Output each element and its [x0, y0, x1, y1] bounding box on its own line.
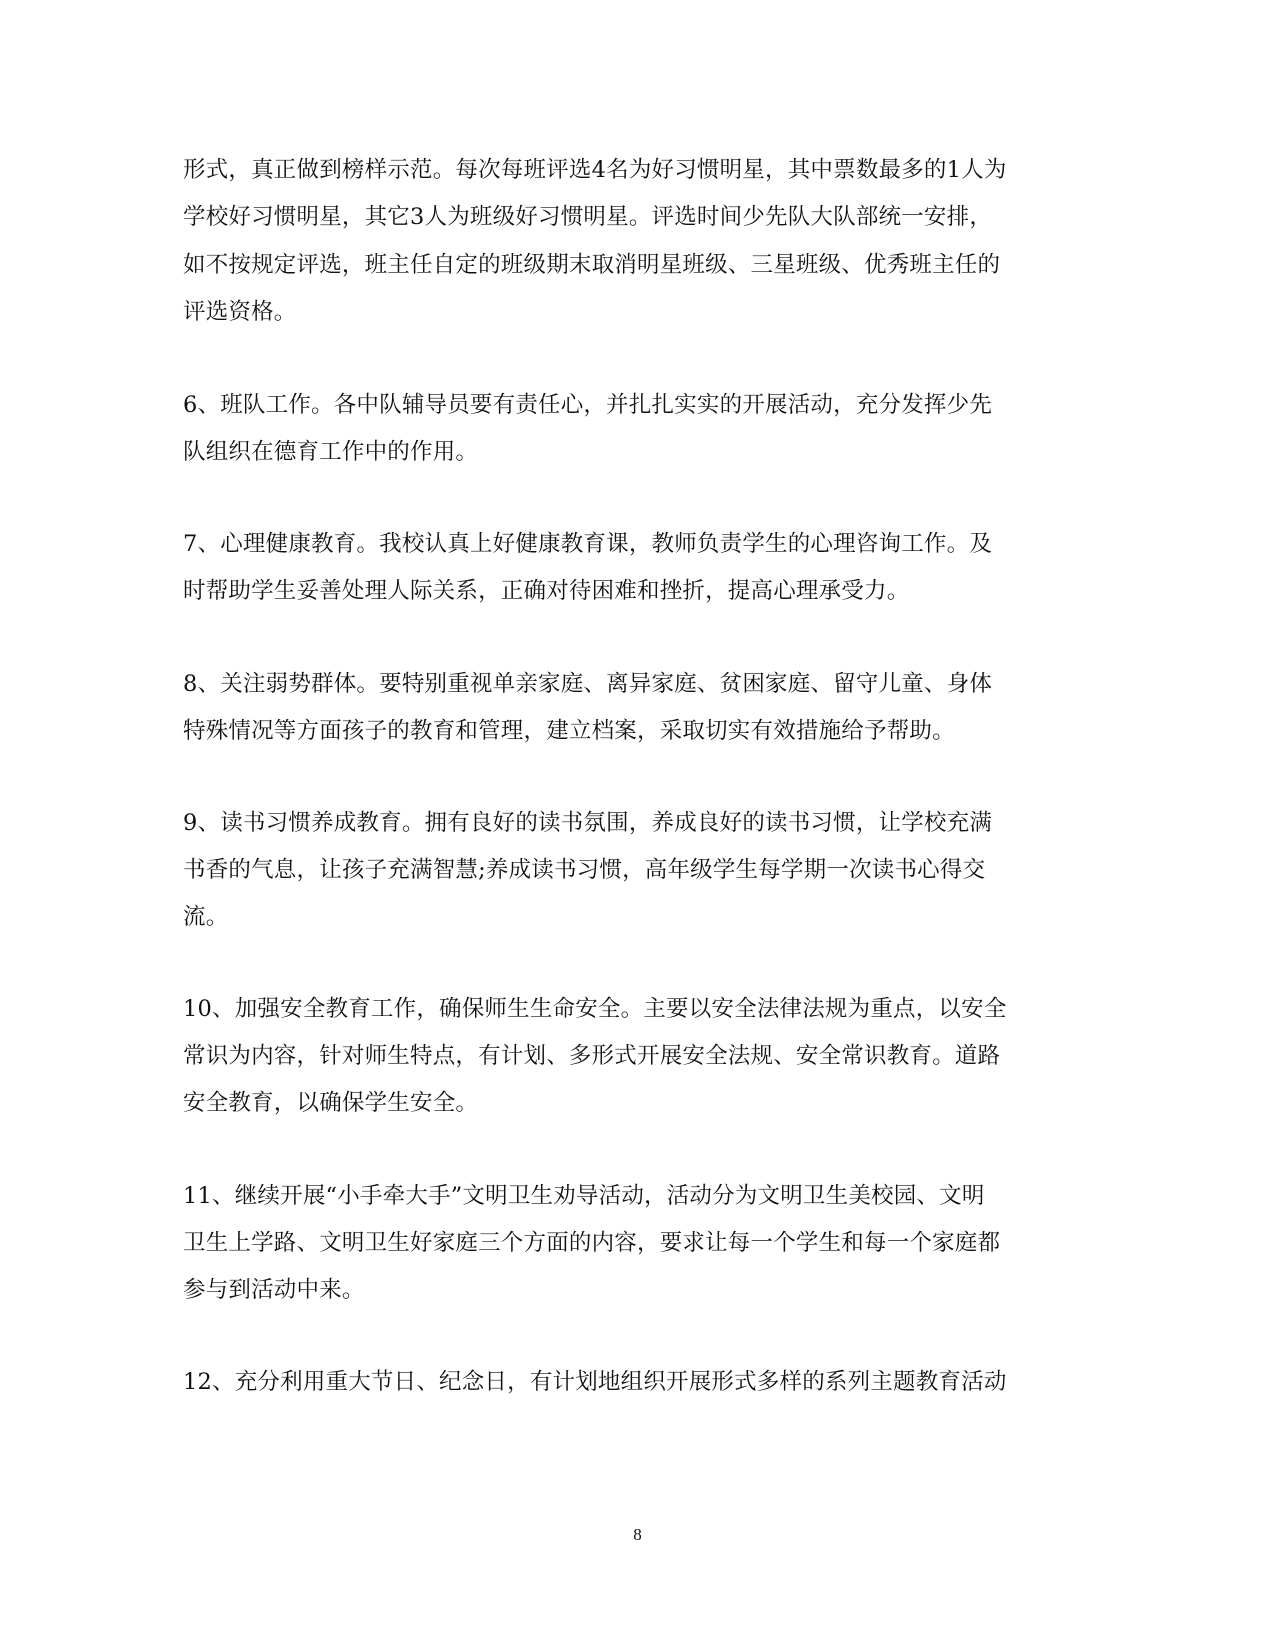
text-line: 形式，真正做到榜样示范。每次每班评选4名为好习惯明星，其中票数最多的1人为 — [183, 157, 1007, 183]
text-line: 7、心理健康教育。我校认真上好健康教育课，教师负责学生的心理咨询工作。及 — [183, 531, 993, 557]
text-line: 特殊情况等方面孩子的教育和管理，建立档案，采取切实有效措施给予帮助。 — [183, 718, 955, 744]
text-line: 11、继续开展“小手牵大手”文明卫生劝导活动，活动分为文明卫生美校园、文明 — [183, 1183, 985, 1209]
text-line: 如不按规定评选，班主任自定的班级期末取消明星班级、三星班级、优秀班主任的 — [183, 252, 1001, 278]
page-number: 8 — [633, 1525, 642, 1544]
text-line: 10、加强安全教育工作，确保师生生命安全。主要以安全法律法规为重点，以安全 — [183, 996, 1007, 1022]
text-line: 时帮助学生妥善处理人际关系，正确对待困难和挫折，提高心理承受力。 — [183, 578, 910, 604]
text-line: 参与到活动中来。 — [183, 1277, 365, 1303]
text-line: 学校好习惯明星，其它3人为班级好习惯明星。评选时间少先队大队部统一安排， — [183, 204, 993, 230]
text-line: 评选资格。 — [183, 299, 297, 325]
text-line: 8、关注弱势群体。要特别重视单亲家庭、离异家庭、贫困家庭、留守儿童、身体 — [183, 671, 993, 697]
text-line: 常识为内容，针对师生特点，有计划、多形式开展安全法规、安全常识教育。道路 — [183, 1043, 1001, 1069]
text-line: 6、班队工作。各中队辅导员要有责任心，并扎扎实实的开展活动，充分发挥少先 — [183, 392, 993, 418]
text-line: 流。 — [183, 904, 229, 930]
text-line: 安全教育，以确保学生安全。 — [183, 1090, 479, 1116]
text-line: 队组织在德育工作中的作用。 — [183, 439, 479, 465]
text-line: 卫生上学路、文明卫生好家庭三个方面的内容，要求让每一个学生和每一个家庭都 — [183, 1230, 1001, 1256]
text-line: 12、充分利用重大节日、纪念日，有计划地组织开展形式多样的系列主题教育活动 — [183, 1369, 1007, 1395]
text-line: 书香的气息，让孩子充满智慧;养成读书习惯，高年级学生每学期一次读书心得交 — [183, 857, 986, 883]
text-line: 9、读书习惯养成教育。拥有良好的读书氛围，养成良好的读书习惯，让学校充满 — [183, 810, 993, 836]
